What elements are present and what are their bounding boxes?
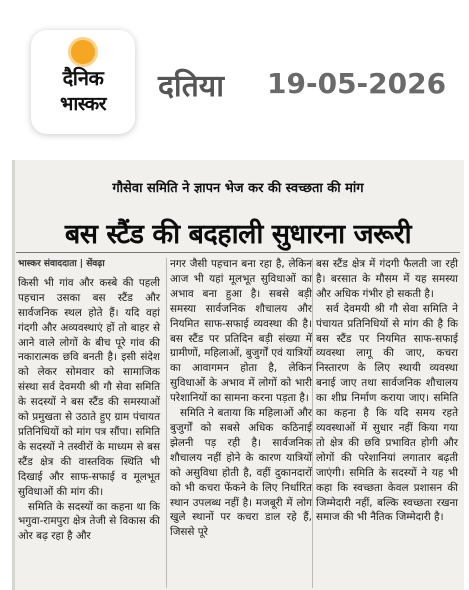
paragraph: नगर जैसी पहचान बना रहा है, लेकिन आज भी यहां मूलभूत सुविधाओं का अभाव बना हुआ है। सबसे बड़ी समस्या सार्वजनिक शौचालय और नियमित साफ-सफाई व्यवस्था की है। बस स्टैंड पर प्रतिदिन बड़ी संख्या में ग्रामीणों, महिलाओं, बुजुर्गों एवं यात्रियों का आवागमन होता है, लेकिन सुविधाओं के अभाव में लोगों को भारी परेशानियों का सामना करना पड़ता है।: [170, 258, 312, 405]
column-rule: [166, 258, 167, 588]
sun-logo-icon: [71, 40, 95, 64]
news-clipping: [12, 160, 464, 590]
paragraph: बस स्टैंड क्षेत्र में गंदगी फैलती जा रही है। बरसात के मौसम में यह समस्या और अधिक गंभीर हो सकती है।: [316, 258, 458, 300]
article-kicker: गौसेवा समिति ने ज्ञापन भेज कर की स्वच्छता की मांग: [112, 181, 364, 196]
paragraph: किसी भी गांव और कस्बे की पहली पहचान उसका बस स्टैंड और सार्वजनिक स्थल होते हैं। यदि वहां गंदगी और अव्यवस्थाएं हों तो बाहर से आने वाले लोगों के बीच पूरे गांव की नकारात्मक छवि बनती है। इसी संदेश को लेकर सोमवार को सामाजिक संस्था सर्व देवमयी श्री गौ सेवा समिति के सदस्यों ने बस स्टैंड की समस्याओं को प्रमुखता से उठाते हुए ग्राम पंचायत प्रतिनिधियों को मांग पत्र सौंपा। समिति के सदस्यों ने तस्वीरों के माध्यम से बस स्टैंड क्षेत्र की वास्तविक स्थिति भी दिखाई और साफ-सफाई व मूलभूत सुविधाओं की मांग की।: [18, 276, 160, 498]
headline-divider: [16, 252, 460, 253]
edition-date: 19-05-2026: [267, 67, 447, 100]
city-name: दतिया: [158, 69, 224, 104]
article-column-2: [170, 257, 312, 540]
article-headline: बस स्टैंड की बदहाली सुधारना जरूरी: [64, 219, 412, 250]
header: [0, 0, 469, 150]
paragraph: समिति ने बताया कि महिलाओं और बुजुर्गों को सबसे अधिक कठिनाई झेलनी पड़ रही है। सार्वजनिक शौचालय नहीं होने के कारण यात्रियों को असुविधा होती है, वहीं दुकानदारों को भी कचरा फेंकने के लिए निर्धारित स्थान उपलब्ध नहीं है। मजबूरी में लोग खुले स्थानों पर कचरा डाल रहे हैं, जिससे पूरे: [170, 407, 312, 539]
article-column-1: [18, 257, 160, 544]
article-column-3: [316, 257, 458, 525]
paragraph: समिति के सदस्यों का कहना था कि भगुवा-रामपुरा क्षेत्र तेजी से विकास की ओर बढ़ रहा है और: [18, 500, 160, 543]
logo-text-top: दैनिक: [62, 66, 104, 90]
article-byline: भास्कर संवाददाता | सेंवढ़ा: [18, 259, 105, 269]
logo-text-bottom: भास्कर: [59, 93, 107, 115]
column-rule: [312, 258, 313, 588]
paragraph: सर्व देवमयी श्री गौ सेवा समिति ने पंचायत प्रतिनिधियों से मांग की है कि बस स्टैंड पर नियमित साफ-सफाई व्यवस्था लागू की जाए, कचरा निस्तारण के लिए स्थायी व्यवस्था बनाई जाए तथा सार्वजनिक शौचालय का शीघ्र निर्माण कराया जाए। समिति का कहना है कि यदि समय रहते व्यवस्थाओं में सुधार नहीं किया गया तो क्षेत्र की छवि प्रभावित होगी और लोगों की परेशानियां लगातार बढ़ती जाएंगी। समिति के सदस्यों ने यह भी कहा कि स्वच्छता केवल प्रशासन की जिम्मेदारी नहीं, बल्कि स्वच्छता रखना समाज की भी नैतिक जिम्मेदारी है।: [316, 302, 458, 524]
